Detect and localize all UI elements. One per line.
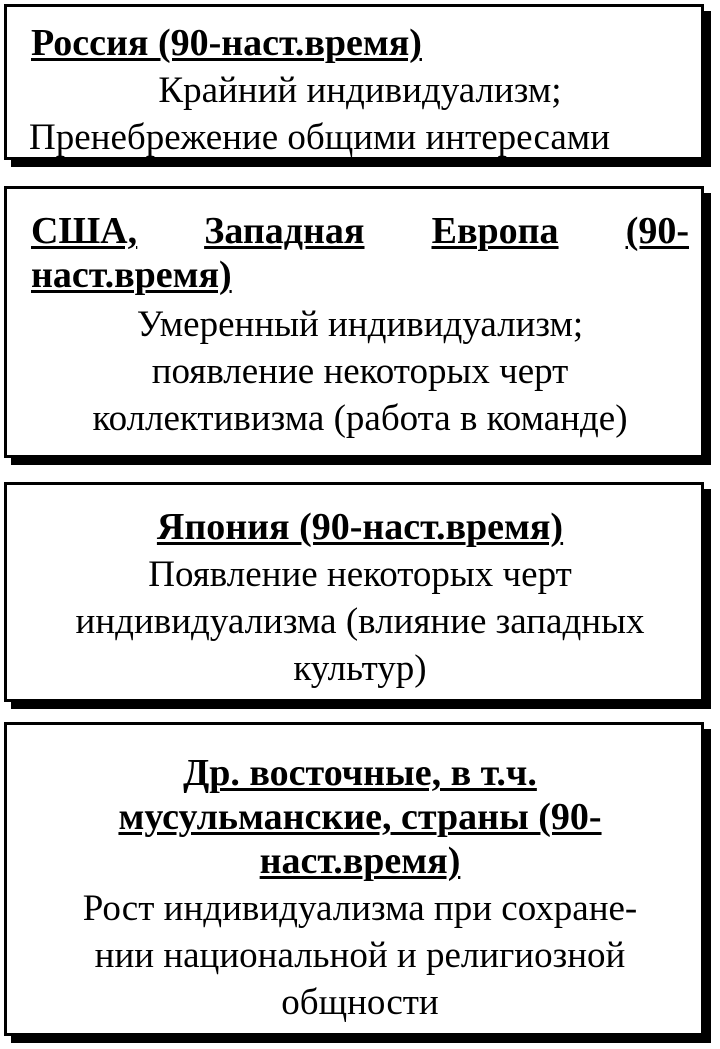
- box-eastern-countries-line-3: общности: [281, 982, 439, 1023]
- box-usa-europe-heading-line-1: [31, 209, 689, 253]
- box-japan: [4, 482, 704, 702]
- box-usa-europe-line-1: Умеренный индивидуализм;: [136, 304, 584, 345]
- box-usa-europe-line-2: появление некоторых черт: [151, 351, 569, 392]
- box-eastern-countries: [4, 722, 704, 1036]
- box-usa-europe-heading-line-2: наст.время): [31, 254, 232, 296]
- heading-word: (90-: [625, 210, 689, 252]
- box-japan-line-3: культур): [293, 648, 427, 689]
- box-eastern-countries-heading-line-1: Др. восточные, в т.ч.: [183, 752, 537, 794]
- heading-word: США,: [31, 210, 138, 252]
- box-usa-europe-heading: [31, 209, 689, 297]
- box-eastern-countries-line-1: Рост индивидуализма при сохране-: [82, 888, 638, 929]
- box-russia-line-1: Крайний индивидуализм;: [158, 70, 562, 111]
- box-usa-europe-line-3: коллективизма (работа в команде): [92, 398, 628, 439]
- heading-word: Западная: [204, 210, 365, 252]
- box-japan-line-1: Появление некоторых черт: [148, 554, 572, 595]
- box-russia-heading: Россия (90-наст.время): [31, 22, 422, 64]
- box-eastern-countries-heading-line-3: наст.время): [259, 840, 461, 882]
- heading-word: Европа: [431, 210, 559, 252]
- box-usa-europe: [4, 186, 704, 458]
- box-eastern-countries-heading: [31, 751, 689, 883]
- box-japan-line-2: индивидуализма (влияние западных: [75, 601, 645, 642]
- box-russia: [4, 4, 704, 160]
- box-eastern-countries-line-2: нии национальной и религиозной: [94, 935, 626, 976]
- box-russia-line-2: Пренебрежение общими интересами: [29, 117, 611, 158]
- box-eastern-countries-heading-line-2: мусульманские, страны (90-: [118, 796, 602, 838]
- box-japan-heading: Япония (90-наст.время): [156, 506, 564, 548]
